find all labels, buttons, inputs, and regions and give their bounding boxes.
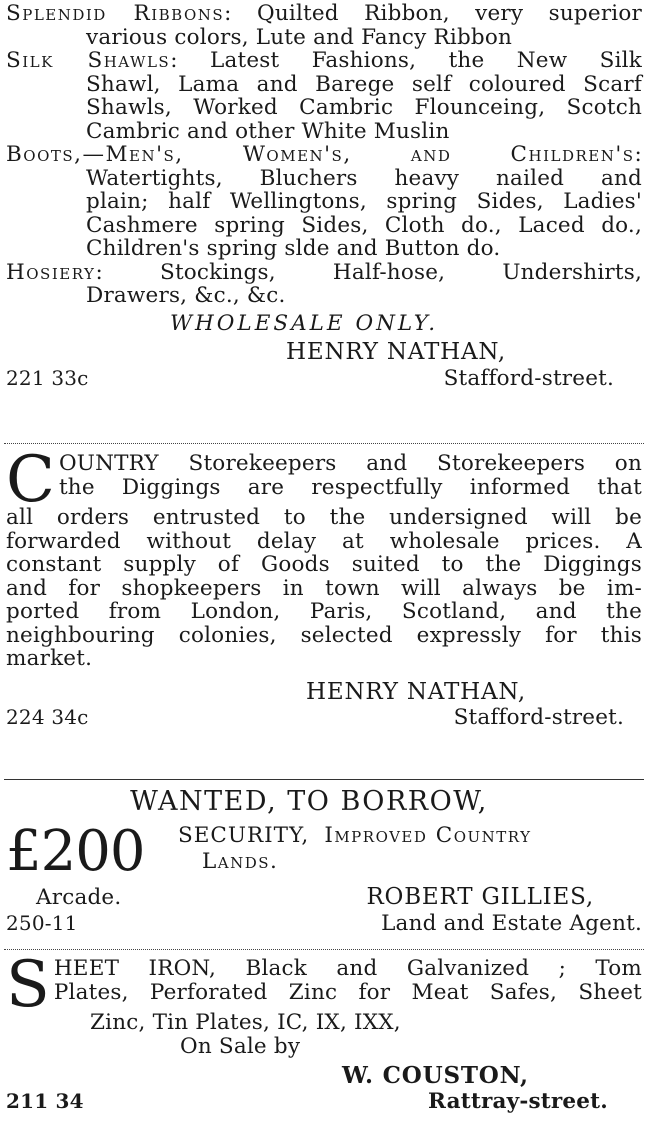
ribbons-line-2: various colors, Lute and Fancy Ribbon (86, 24, 513, 50)
security-line-2: Lands. (202, 849, 279, 874)
sheet-iron-advertisement (6, 948, 642, 1114)
ad-reference: 224 34c (6, 705, 89, 729)
boots-line: Boots,—Men's, Women's, and Children's: (6, 142, 642, 167)
silk-line-2: Shawl, Lama and Barege self coloured Scarf (86, 71, 642, 97)
arcade-row (6, 886, 642, 910)
body-line-4: On Sale by (180, 1033, 301, 1059)
boots-line-5: Children's spring slde and Button do. (86, 236, 501, 261)
headline: WANTED, TO BORROW, (130, 786, 488, 817)
silk-line-3: Shawls, Worked Cambric Flounceing, Scotch (86, 95, 642, 120)
ad-reference: 211 34 (6, 1088, 84, 1113)
body-line-2: Plates, Perforated Zinc for Meat Safes, Sheet (53, 979, 642, 1005)
ad-footer (6, 367, 642, 391)
body-line-8: neighbouring colonies, selected expressly for this (6, 622, 642, 648)
body-line-1: HEET IRON, Black and Galvanized ; Tom (53, 956, 642, 981)
ad-reference: 221 33c (6, 365, 89, 390)
boots-heading: Boots,—Men's, Women's, and Children's (6, 142, 635, 167)
advertiser-name: HENRY NATHAN, (286, 339, 506, 365)
ad-footer (6, 912, 642, 936)
wholesale-only-notice: WHOLESALE ONLY. (169, 310, 439, 336)
silk-line-4: Cambric and other White Muslin (86, 118, 450, 144)
hosiery-line: Hosiery: Stockings, Half-hose, Undershirts, (6, 259, 642, 285)
advertiser-title: Land and Estate Agent. (381, 910, 642, 936)
body-line-7: ported from London, Paris, Scotland, and the (6, 599, 642, 624)
divider (4, 779, 644, 780)
wanted-to-borrow-advertisement (6, 786, 642, 935)
boots-line-3: plain; half Wellingtons, spring Sides, Ladies' (86, 189, 642, 214)
body-line-3: Zinc, Tin Plates, IC, IX, IXX, (90, 1010, 401, 1035)
advertiser-address: Stafford-street. (453, 705, 624, 730)
boots-line-4: Cashmere spring Sides, Cloth do., Laced do., (86, 212, 642, 238)
amount-block (6, 820, 642, 886)
loan-amount: £200 (6, 819, 145, 884)
divider (4, 949, 644, 950)
security-line-1: SECURITY, Improved Country (178, 823, 532, 848)
drop-cap: C (6, 443, 55, 517)
body-line-3: all orders entrusted to the undersigned will be (6, 505, 642, 530)
boots-line-2: Watertights, Bluchers heavy nailed and (86, 165, 642, 191)
drapery-advertisement (6, 2, 642, 390)
advertiser-name: HENRY NATHAN, (306, 678, 526, 705)
ad-reference: 250-11 (6, 910, 78, 935)
divider (4, 443, 644, 444)
body-line-4: forwarded without delay at wholesale prices. A (6, 528, 642, 554)
advertiser-address: Rattray-street. (428, 1088, 608, 1114)
ribbons-heading: Splendid Ribbons (6, 1, 225, 26)
advertiser-name: ROBERT GILLIES, (366, 884, 594, 910)
body-line-6: and for shopkeepers in town will always be im- (6, 575, 642, 601)
body-line-1: OUNTRY Storekeepers and Storekeepers on (58, 451, 642, 476)
body-line-9: market. (6, 646, 93, 671)
advertiser-name: W. COUSTON, (342, 1062, 529, 1089)
hosiery-heading: Hosiery (6, 259, 96, 285)
drop-cap: S (6, 948, 50, 1022)
body-line-5: constant supply of Goods suited to the Diggings (6, 552, 642, 577)
silk-line: Silk Shawls: Latest Fashions, the New Silk (6, 48, 642, 73)
body-line-2: the Diggings are respectfully informed that (58, 474, 642, 500)
ribbons-line: Splendid Ribbons: Quilted Ribbon, very superior (6, 1, 642, 26)
country-storekeepers-advertisement (6, 443, 642, 730)
advertiser-address: Stafford-street. (443, 365, 614, 391)
ad-footer (6, 706, 642, 730)
arcade-label: Arcade. (36, 885, 122, 910)
silk-heading: Silk Shawls (6, 48, 171, 73)
hosiery-line-2: Drawers, &c., &c. (86, 283, 286, 308)
ad-footer (6, 1090, 642, 1114)
